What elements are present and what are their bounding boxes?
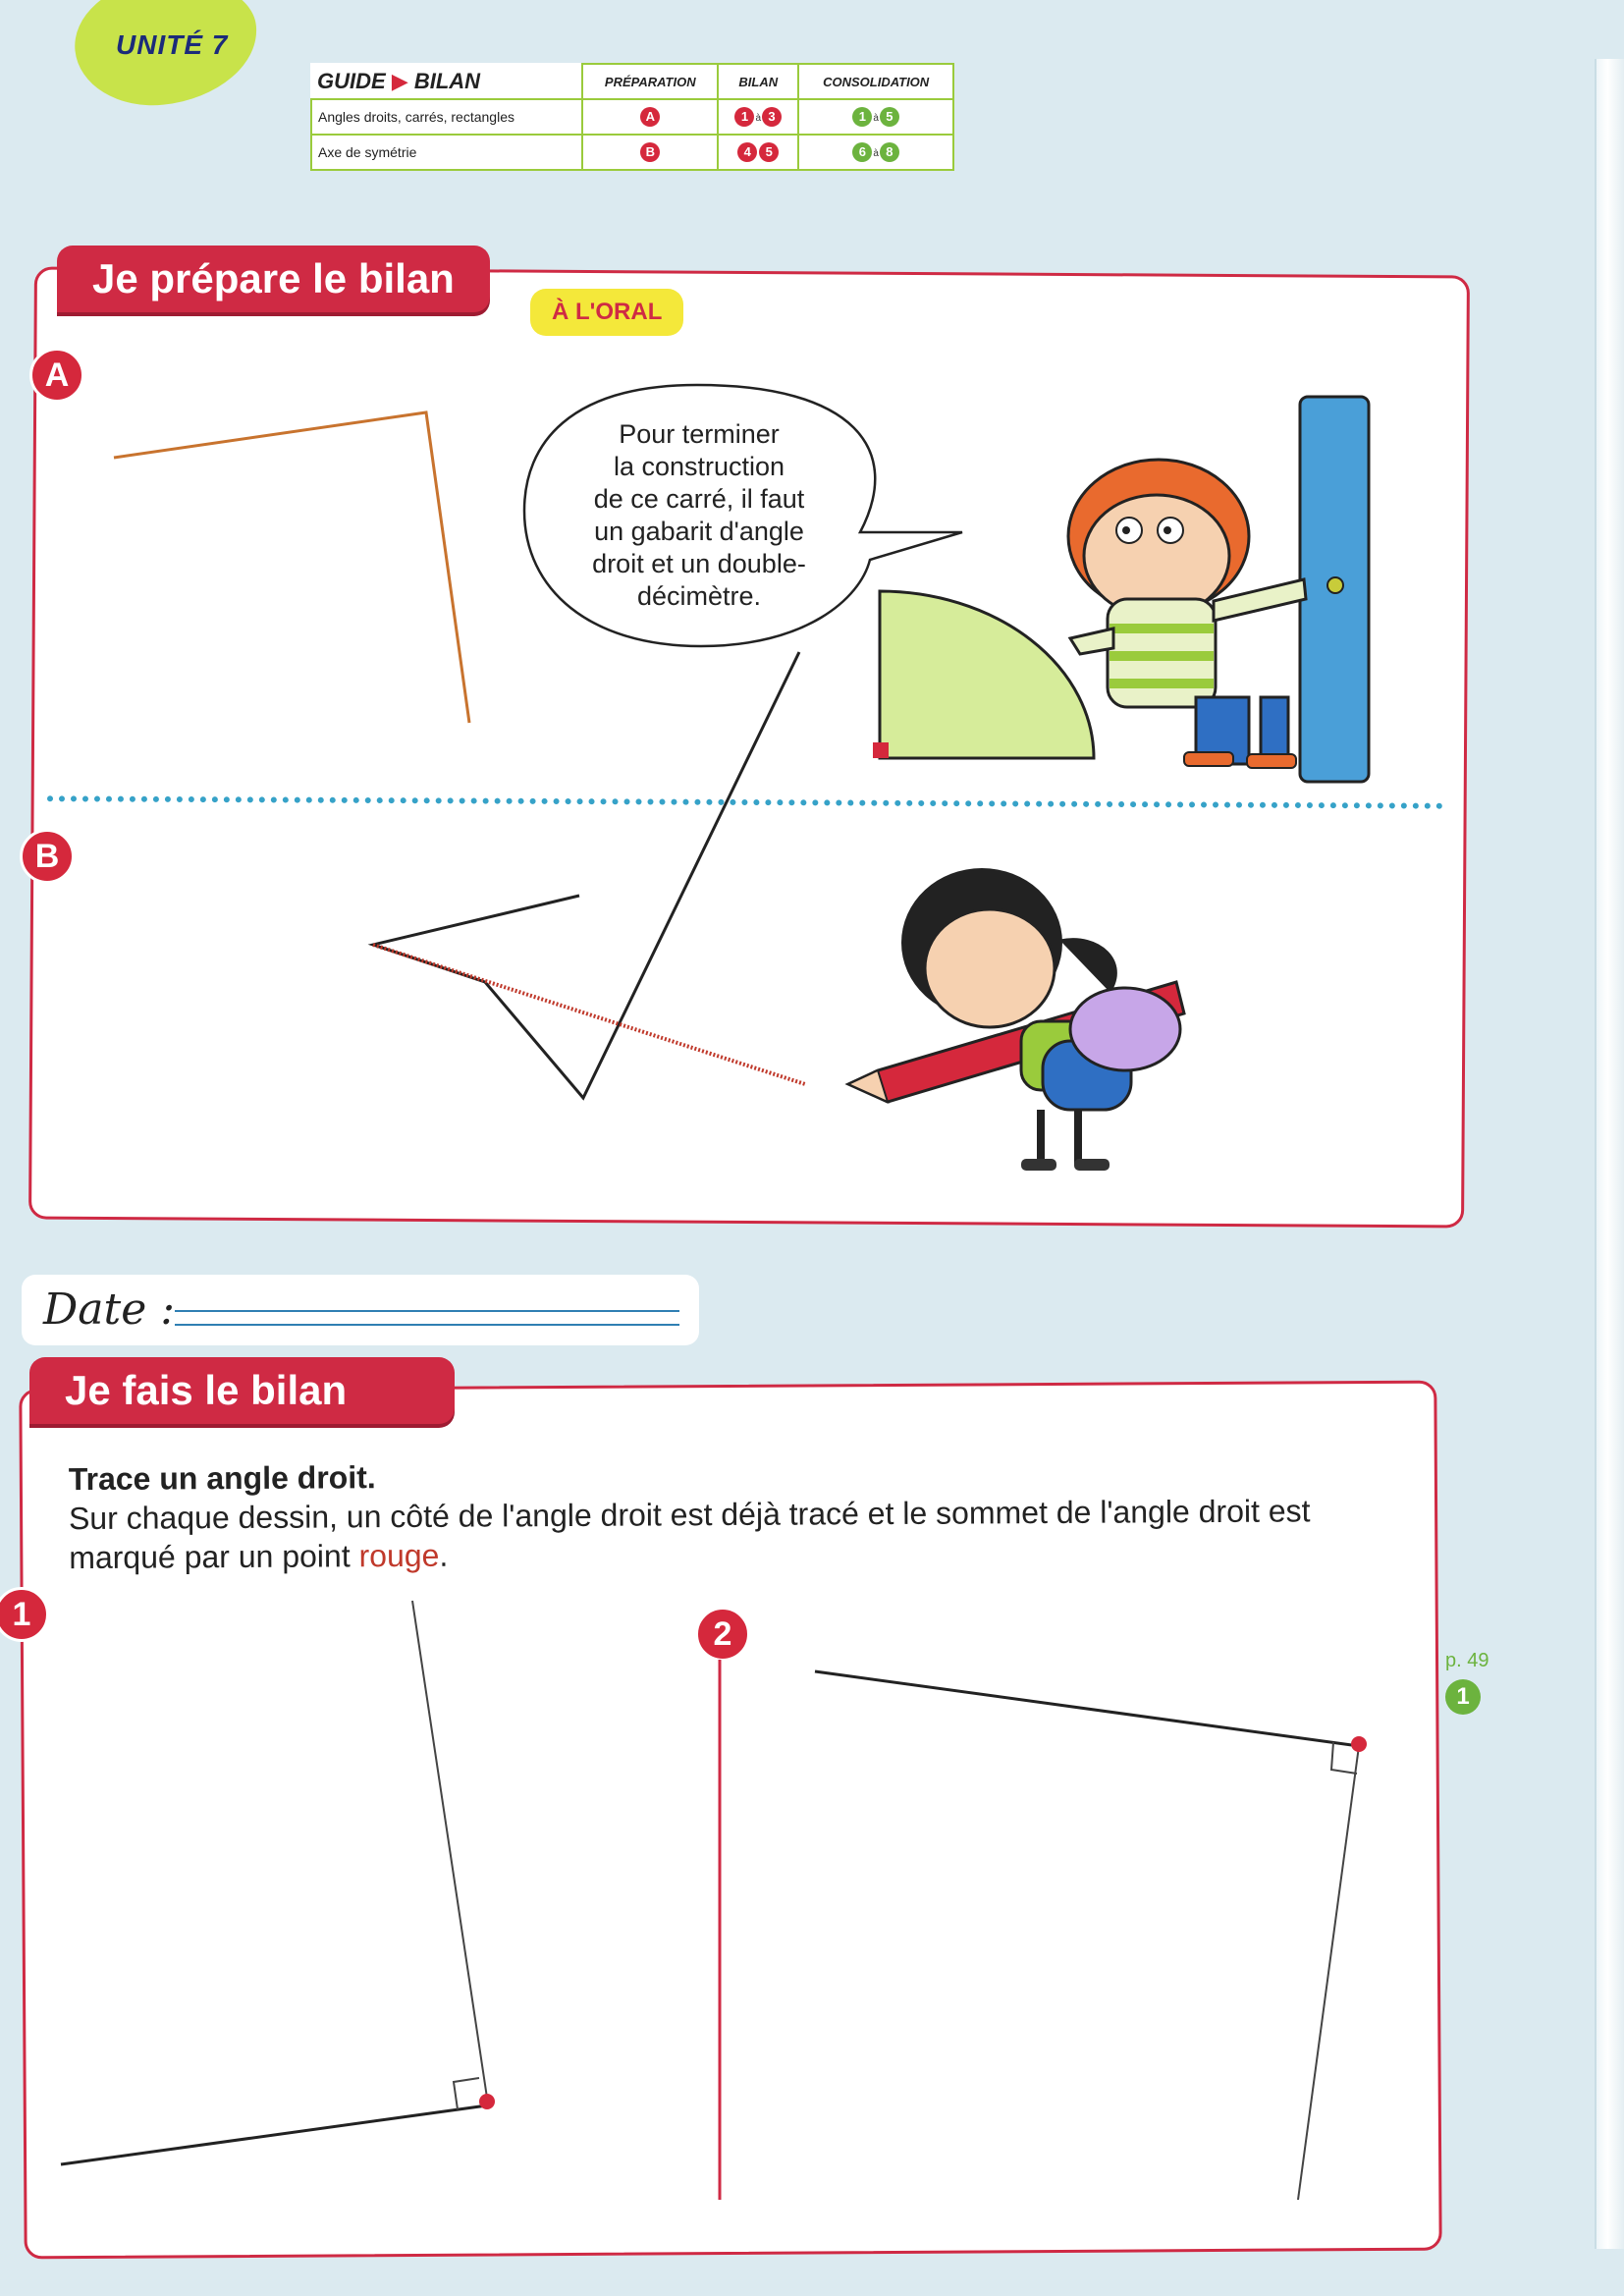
exercise1-red-point — [479, 2094, 495, 2109]
joiner: à — [755, 113, 762, 124]
bubble-line: droit et un double- — [592, 549, 806, 578]
boy-illustration-icon — [1068, 460, 1306, 768]
joiner: à — [873, 148, 879, 159]
bubble-line: la construction — [613, 452, 785, 481]
kite-shape — [373, 652, 799, 1098]
col-bilan: BILAN — [718, 64, 798, 99]
exercise2-red-point — [1351, 1736, 1367, 1752]
right-angle-marker-icon — [873, 742, 889, 758]
bubble-line: Pour terminer — [619, 419, 780, 449]
guide-title: GUIDE ▶ BILAN — [311, 64, 582, 99]
instruction-title: Trace un angle droit. — [68, 1459, 376, 1498]
instruction-end: . — [439, 1537, 449, 1573]
bilan-title: Je fais le bilan — [29, 1357, 455, 1424]
bilan-a: 4 — [737, 142, 757, 162]
bubble-line: décimètre. — [636, 581, 762, 611]
prepare-title: Je prépare le bilan — [57, 246, 490, 312]
ruler-hole — [1327, 577, 1343, 593]
unit-label: UNITÉ 7 — [116, 29, 229, 60]
conso-from: 6 — [852, 142, 872, 162]
page-reference: p. 49 — [1445, 1650, 1489, 1671]
prep-badge: B — [640, 142, 660, 162]
reference-exercise-badge: 1 — [1445, 1679, 1481, 1715]
joiner: à — [873, 113, 879, 124]
exercise1-side — [61, 2105, 487, 2164]
badge-a: A — [29, 348, 84, 403]
exercise2-side — [815, 1671, 1359, 1746]
badge-exercise-1: 1 — [0, 1587, 49, 1642]
girl-illustration-icon — [901, 868, 1180, 1171]
speech-bubble-text — [524, 385, 874, 646]
exercise1-guide-line — [412, 1601, 487, 2098]
symmetry-axis — [373, 945, 805, 1084]
instruction-text: Sur chaque dessin, un côté de l'angle droit est déjà tracé et le sommet de l'angle droit est marqué par un point — [68, 1493, 1311, 1576]
exercise2-guide-line — [1298, 1746, 1359, 2200]
unfinished-square — [114, 412, 469, 723]
bilan-from: 1 — [734, 107, 754, 127]
bilan-b: 5 — [759, 142, 779, 162]
bilan-to: 3 — [762, 107, 782, 127]
date-label: Date : — [43, 1285, 176, 1335]
oral-tag: À L'ORAL — [530, 289, 683, 336]
conso-to: 8 — [880, 142, 899, 162]
exercise1-right-angle-mark — [454, 2078, 479, 2109]
col-preparation: PRÉPARATION — [582, 64, 718, 99]
badge-b: B — [20, 829, 75, 884]
set-square-icon — [880, 591, 1094, 758]
conso-from: 1 — [852, 107, 872, 127]
instruction-red-word: rouge — [358, 1537, 440, 1574]
bubble-line: un gabarit d'angle — [594, 517, 804, 546]
conso-to: 5 — [880, 107, 899, 127]
row-topic: Angles droits, carrés, rectangles — [311, 99, 582, 135]
row-topic: Axe de symétrie — [311, 135, 582, 170]
badge-exercise-2: 2 — [695, 1607, 750, 1662]
bubble-line: de ce carré, il faut — [593, 484, 805, 514]
col-consolidation: CONSOLIDATION — [798, 64, 953, 99]
prep-badge: A — [640, 107, 660, 127]
